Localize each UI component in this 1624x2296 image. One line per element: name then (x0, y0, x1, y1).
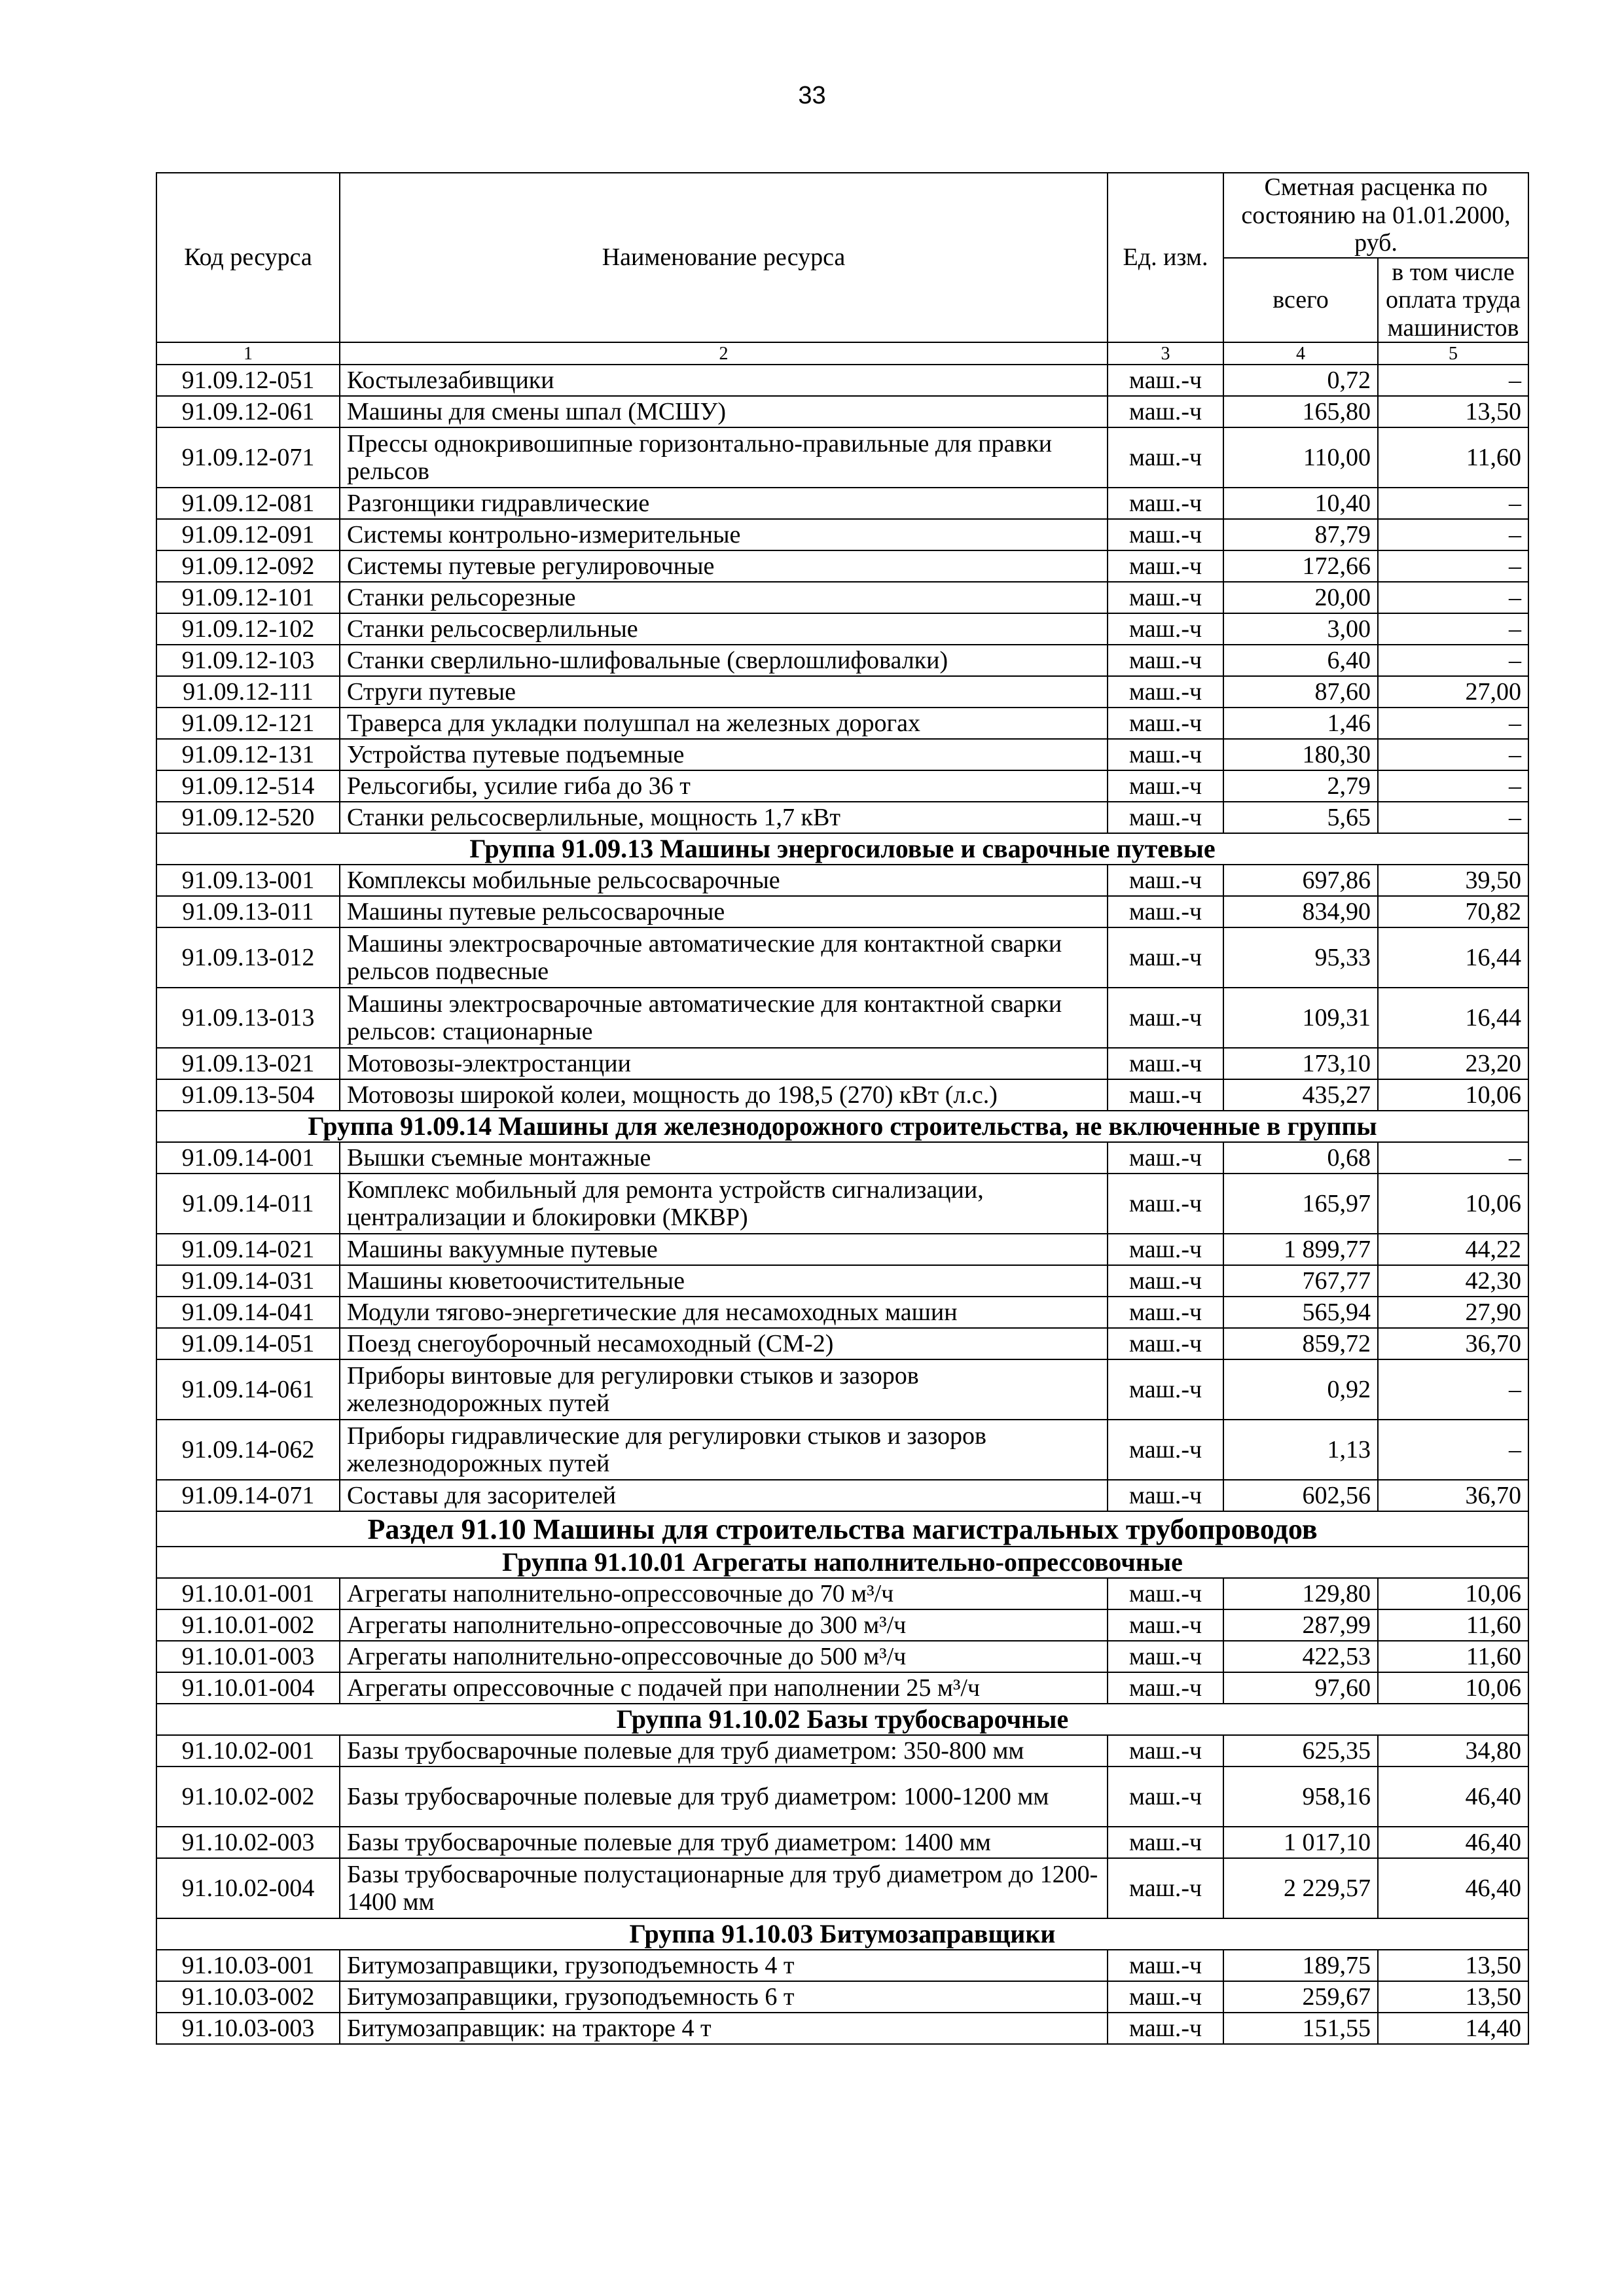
unit-cell: маш.-ч (1108, 865, 1223, 896)
resource-code: 91.09.14-061 (156, 1359, 340, 1420)
total-rate: 172,66 (1223, 550, 1378, 582)
total-rate: 165,80 (1223, 396, 1378, 427)
section-heading-row (156, 1511, 1528, 1547)
resource-name: Машины вакуумные путевые (340, 1234, 1108, 1265)
header-code: Код ресурса (156, 173, 340, 342)
labor-rate: 14,40 (1378, 2013, 1528, 2044)
unit-cell: маш.-ч (1108, 1297, 1223, 1328)
resource-code: 91.09.12-061 (156, 396, 340, 427)
table-row (156, 550, 1528, 582)
total-rate: 165,97 (1223, 1174, 1378, 1234)
table-row (156, 1981, 1528, 2013)
resource-name: Битумозаправщик: на тракторе 4 т (340, 2013, 1108, 2044)
total-rate: 95,33 (1223, 927, 1378, 988)
total-rate: 109,31 (1223, 988, 1378, 1048)
resource-code: 91.10.03-001 (156, 1950, 340, 1981)
resource-name: Базы трубосварочные полевые для труб диаметром: 1000-1200 мм (340, 1767, 1108, 1827)
unit-cell: маш.-ч (1108, 1735, 1223, 1767)
resource-name: Приборы гидравлические для регулировки стыков и зазоров железнодорожных путей (340, 1420, 1108, 1480)
total-rate: 834,90 (1223, 896, 1378, 927)
resource-name: Базы трубосварочные полустационарные для труб диаметром до 1200-1400 мм (340, 1858, 1108, 1918)
labor-rate: 10,06 (1378, 1174, 1528, 1234)
resource-code: 91.09.12-520 (156, 802, 340, 833)
group-heading-row (156, 1918, 1528, 1950)
unit-cell: маш.-ч (1108, 1950, 1223, 1981)
column-number: 1 (156, 342, 340, 365)
total-rate: 173,10 (1223, 1048, 1378, 1079)
section-title: Раздел 91.10 Машины для строительства магистральных трубопроводов (156, 1511, 1528, 1547)
total-rate: 110,00 (1223, 427, 1378, 488)
labor-rate: 13,50 (1378, 396, 1528, 427)
total-rate: 1,46 (1223, 708, 1378, 739)
unit-cell: маш.-ч (1108, 927, 1223, 988)
resource-code: 91.09.14-001 (156, 1142, 340, 1174)
unit-cell: маш.-ч (1108, 896, 1223, 927)
header-labor: в том числе оплата труда машинистов (1378, 258, 1528, 343)
labor-rate: – (1378, 645, 1528, 676)
unit-cell: маш.-ч (1108, 396, 1223, 427)
labor-rate: 10,06 (1378, 1578, 1528, 1609)
resource-name: Комплекс мобильный для ремонта устройств сигнализации, централизации и блокировки (МКВР) (340, 1174, 1108, 1234)
total-rate: 287,99 (1223, 1609, 1378, 1641)
total-rate: 259,67 (1223, 1981, 1378, 2013)
labor-rate: – (1378, 365, 1528, 396)
header-total: всего (1223, 258, 1378, 343)
table-row (156, 1827, 1528, 1858)
labor-rate: 46,40 (1378, 1767, 1528, 1827)
table-row (156, 1265, 1528, 1297)
resource-name: Машины путевые рельсосварочные (340, 896, 1108, 927)
header-rate: Сметная расценка по состоянию на 01.01.2000, руб. (1223, 173, 1528, 258)
resource-code: 91.09.12-092 (156, 550, 340, 582)
resource-code: 91.10.02-001 (156, 1735, 340, 1767)
column-number: 2 (340, 342, 1108, 365)
table-row (156, 1480, 1528, 1511)
unit-cell: маш.-ч (1108, 1234, 1223, 1265)
header-unit: Ед. изм. (1108, 173, 1223, 342)
table-row (156, 1641, 1528, 1672)
labor-rate: – (1378, 1359, 1528, 1420)
resource-code: 91.09.13-011 (156, 896, 340, 927)
unit-cell: маш.-ч (1108, 1672, 1223, 1704)
table-row (156, 1359, 1528, 1420)
total-rate: 859,72 (1223, 1328, 1378, 1359)
labor-rate: – (1378, 550, 1528, 582)
resource-code: 91.10.01-001 (156, 1578, 340, 1609)
labor-rate: – (1378, 488, 1528, 519)
table-row (156, 613, 1528, 645)
unit-cell: маш.-ч (1108, 770, 1223, 802)
resource-code: 91.10.02-003 (156, 1827, 340, 1858)
table-row (156, 1609, 1528, 1641)
labor-rate: – (1378, 1142, 1528, 1174)
labor-rate: – (1378, 519, 1528, 550)
unit-cell: маш.-ч (1108, 613, 1223, 645)
resource-name: Машины электросварочные автоматические для контактной сварки рельсов подвесные (340, 927, 1108, 988)
unit-cell: маш.-ч (1108, 1827, 1223, 1858)
table-row (156, 988, 1528, 1048)
table-row (156, 770, 1528, 802)
labor-rate: 27,90 (1378, 1297, 1528, 1328)
resource-name: Агрегаты наполнительно-опрессовочные до 300 м³/ч (340, 1609, 1108, 1641)
resource-code: 91.10.02-004 (156, 1858, 340, 1918)
labor-rate: 46,40 (1378, 1858, 1528, 1918)
table-row (156, 1578, 1528, 1609)
labor-rate: 16,44 (1378, 927, 1528, 988)
labor-rate: 36,70 (1378, 1480, 1528, 1511)
resource-name: Битумозаправщики, грузоподъемность 4 т (340, 1950, 1108, 1981)
labor-rate: 11,60 (1378, 1641, 1528, 1672)
labor-rate: 13,50 (1378, 1981, 1528, 2013)
labor-rate: 34,80 (1378, 1735, 1528, 1767)
table-row (156, 1672, 1528, 1704)
labor-rate: – (1378, 770, 1528, 802)
resource-name: Базы трубосварочные полевые для труб диаметром: 350-800 мм (340, 1735, 1108, 1767)
unit-cell: маш.-ч (1108, 550, 1223, 582)
labor-rate: 13,50 (1378, 1950, 1528, 1981)
labor-rate: 11,60 (1378, 427, 1528, 488)
resource-code: 91.09.12-111 (156, 676, 340, 708)
resource-code: 91.09.13-013 (156, 988, 340, 1048)
group-heading-row (156, 1111, 1528, 1142)
total-rate: 97,60 (1223, 1672, 1378, 1704)
resource-name: Машины для смены шпал (МСШУ) (340, 396, 1108, 427)
table-body (156, 365, 1528, 2044)
resource-name: Системы путевые регулировочные (340, 550, 1108, 582)
resource-name: Базы трубосварочные полевые для труб диаметром: 1400 мм (340, 1827, 1108, 1858)
table-row (156, 1858, 1528, 1918)
total-rate: 422,53 (1223, 1641, 1378, 1672)
resource-code: 91.09.14-062 (156, 1420, 340, 1480)
column-number: 5 (1378, 342, 1528, 365)
unit-cell: маш.-ч (1108, 582, 1223, 613)
unit-cell: маш.-ч (1108, 1265, 1223, 1297)
resource-name: Рельсогибы, усилие гиба до 36 т (340, 770, 1108, 802)
total-rate: 180,30 (1223, 739, 1378, 770)
column-number-row (156, 342, 1528, 365)
group-title: Группа 91.10.01 Агрегаты наполнительно-опрессовочные (156, 1547, 1528, 1578)
resource-code: 91.10.01-003 (156, 1641, 340, 1672)
resource-name: Струги путевые (340, 676, 1108, 708)
total-rate: 565,94 (1223, 1297, 1378, 1328)
unit-cell: маш.-ч (1108, 708, 1223, 739)
labor-rate: – (1378, 739, 1528, 770)
table-row (156, 427, 1528, 488)
resource-code: 91.09.12-051 (156, 365, 340, 396)
table-row (156, 1079, 1528, 1111)
unit-cell: маш.-ч (1108, 488, 1223, 519)
page-number: 33 (798, 82, 826, 109)
group-heading-row (156, 1547, 1528, 1578)
unit-cell: маш.-ч (1108, 1981, 1223, 2013)
total-rate: 151,55 (1223, 2013, 1378, 2044)
table-header (156, 173, 1528, 365)
resource-code: 91.09.14-041 (156, 1297, 340, 1328)
total-rate: 20,00 (1223, 582, 1378, 613)
table-row (156, 1297, 1528, 1328)
unit-cell: маш.-ч (1108, 365, 1223, 396)
labor-rate: 46,40 (1378, 1827, 1528, 1858)
labor-rate: 11,60 (1378, 1609, 1528, 1641)
table-row (156, 1767, 1528, 1827)
labor-rate: 42,30 (1378, 1265, 1528, 1297)
total-rate: 0,68 (1223, 1142, 1378, 1174)
resource-code: 91.09.12-131 (156, 739, 340, 770)
group-title: Группа 91.10.03 Битумозаправщики (156, 1918, 1528, 1950)
resource-code: 91.10.03-002 (156, 1981, 340, 2013)
table-row (156, 1735, 1528, 1767)
resource-name: Устройства путевые подъемные (340, 739, 1108, 770)
resource-name: Машины электросварочные автоматические для контактной сварки рельсов: стационарные (340, 988, 1108, 1048)
total-rate: 6,40 (1223, 645, 1378, 676)
resource-name: Станки сверлильно-шлифовальные (сверлошлифовалки) (340, 645, 1108, 676)
total-rate: 1 017,10 (1223, 1827, 1378, 1858)
total-rate: 0,92 (1223, 1359, 1378, 1420)
unit-cell: маш.-ч (1108, 645, 1223, 676)
group-title: Группа 91.09.14 Машины для железнодорожного строительства, не включенные в группы (156, 1111, 1528, 1142)
resource-code: 91.10.01-002 (156, 1609, 340, 1641)
resource-name: Прессы однокривошипные горизонтально-правильные для правки рельсов (340, 427, 1108, 488)
resource-name: Комплексы мобильные рельсосварочные (340, 865, 1108, 896)
resource-name: Приборы винтовые для регулировки стыков и зазоров железнодорожных путей (340, 1359, 1108, 1420)
resource-name: Машины кюветоочистительные (340, 1265, 1108, 1297)
labor-rate: – (1378, 708, 1528, 739)
resource-name: Вышки съемные монтажные (340, 1142, 1108, 1174)
unit-cell: маш.-ч (1108, 519, 1223, 550)
resource-code: 91.09.12-101 (156, 582, 340, 613)
labor-rate: 10,06 (1378, 1079, 1528, 1111)
resource-name: Модули тягово-энергетические для несамоходных машин (340, 1297, 1108, 1328)
column-number: 3 (1108, 342, 1223, 365)
table-row (156, 645, 1528, 676)
unit-cell: маш.-ч (1108, 1359, 1223, 1420)
labor-rate: 16,44 (1378, 988, 1528, 1048)
labor-rate: 39,50 (1378, 865, 1528, 896)
resource-code: 91.09.12-081 (156, 488, 340, 519)
table-row (156, 1950, 1528, 1981)
table-row (156, 1174, 1528, 1234)
labor-rate: – (1378, 1420, 1528, 1480)
total-rate: 10,40 (1223, 488, 1378, 519)
total-rate: 1,13 (1223, 1420, 1378, 1480)
table-row (156, 1142, 1528, 1174)
resource-name: Мотовозы широкой колеи, мощность до 198,5 (270) кВт (л.с.) (340, 1079, 1108, 1111)
resource-name: Агрегаты наполнительно-опрессовочные до 500 м³/ч (340, 1641, 1108, 1672)
table-row (156, 802, 1528, 833)
resource-code: 91.09.14-051 (156, 1328, 340, 1359)
unit-cell: маш.-ч (1108, 988, 1223, 1048)
resource-code: 91.09.12-121 (156, 708, 340, 739)
resource-name: Костылезабивщики (340, 365, 1108, 396)
table-row (156, 865, 1528, 896)
total-rate: 1 899,77 (1223, 1234, 1378, 1265)
labor-rate: 70,82 (1378, 896, 1528, 927)
resource-code: 91.10.03-003 (156, 2013, 340, 2044)
total-rate: 767,77 (1223, 1265, 1378, 1297)
labor-rate: 44,22 (1378, 1234, 1528, 1265)
table-row (156, 2013, 1528, 2044)
resource-code: 91.10.01-004 (156, 1672, 340, 1704)
resource-name: Станки рельсосверлильные (340, 613, 1108, 645)
resource-code: 91.09.13-021 (156, 1048, 340, 1079)
resource-code: 91.09.13-012 (156, 927, 340, 988)
total-rate: 87,60 (1223, 676, 1378, 708)
group-heading-row (156, 833, 1528, 865)
resource-code: 91.09.12-091 (156, 519, 340, 550)
resource-code: 91.09.13-504 (156, 1079, 340, 1111)
resource-code: 91.09.14-031 (156, 1265, 340, 1297)
group-title: Группа 91.10.02 Базы трубосварочные (156, 1704, 1528, 1735)
table-row (156, 927, 1528, 988)
unit-cell: маш.-ч (1108, 1142, 1223, 1174)
resource-code: 91.09.12-514 (156, 770, 340, 802)
total-rate: 3,00 (1223, 613, 1378, 645)
labor-rate: – (1378, 802, 1528, 833)
table-row (156, 896, 1528, 927)
resource-table (156, 172, 1529, 2045)
total-rate: 129,80 (1223, 1578, 1378, 1609)
resource-name: Мотовозы-электростанции (340, 1048, 1108, 1079)
table-row (156, 582, 1528, 613)
resource-name: Системы контрольно-измерительные (340, 519, 1108, 550)
table-row (156, 1328, 1528, 1359)
unit-cell: маш.-ч (1108, 2013, 1223, 2044)
total-rate: 0,72 (1223, 365, 1378, 396)
total-rate: 2,79 (1223, 770, 1378, 802)
total-rate: 435,27 (1223, 1079, 1378, 1111)
unit-cell: маш.-ч (1108, 1609, 1223, 1641)
resource-name: Битумозаправщики, грузоподъемность 6 т (340, 1981, 1108, 2013)
table-row (156, 676, 1528, 708)
resource-code: 91.09.12-103 (156, 645, 340, 676)
unit-cell: маш.-ч (1108, 676, 1223, 708)
resource-name: Станки рельсосверлильные, мощность 1,7 кВт (340, 802, 1108, 833)
resource-code: 91.09.14-021 (156, 1234, 340, 1265)
table-row (156, 488, 1528, 519)
column-number: 4 (1223, 342, 1378, 365)
group-heading-row (156, 1704, 1528, 1735)
labor-rate: 36,70 (1378, 1328, 1528, 1359)
table-row (156, 1048, 1528, 1079)
resource-name: Агрегаты наполнительно-опрессовочные до 70 м³/ч (340, 1578, 1108, 1609)
resource-name: Станки рельсорезные (340, 582, 1108, 613)
table-row (156, 1420, 1528, 1480)
resource-name: Разгонщики гидравлические (340, 488, 1108, 519)
total-rate: 87,79 (1223, 519, 1378, 550)
total-rate: 2 229,57 (1223, 1858, 1378, 1918)
unit-cell: маш.-ч (1108, 802, 1223, 833)
resource-code: 91.09.14-011 (156, 1174, 340, 1234)
table-row (156, 1234, 1528, 1265)
table-row (156, 365, 1528, 396)
unit-cell: маш.-ч (1108, 1328, 1223, 1359)
unit-cell: маш.-ч (1108, 1767, 1223, 1827)
labor-rate: 10,06 (1378, 1672, 1528, 1704)
labor-rate: 23,20 (1378, 1048, 1528, 1079)
resource-code: 91.09.12-102 (156, 613, 340, 645)
resource-code: 91.09.12-071 (156, 427, 340, 488)
resource-name: Поезд снегоуборочный несамоходный (СМ-2) (340, 1328, 1108, 1359)
header-name: Наименование ресурса (340, 173, 1108, 342)
unit-cell: маш.-ч (1108, 739, 1223, 770)
unit-cell: маш.-ч (1108, 1858, 1223, 1918)
labor-rate: – (1378, 613, 1528, 645)
unit-cell: маш.-ч (1108, 1048, 1223, 1079)
group-title: Группа 91.09.13 Машины энергосиловые и сварочные путевые (156, 833, 1528, 865)
total-rate: 189,75 (1223, 1950, 1378, 1981)
unit-cell: маш.-ч (1108, 1480, 1223, 1511)
unit-cell: маш.-ч (1108, 1174, 1223, 1234)
unit-cell: маш.-ч (1108, 1420, 1223, 1480)
unit-cell: маш.-ч (1108, 1578, 1223, 1609)
unit-cell: маш.-ч (1108, 427, 1223, 488)
unit-cell: маш.-ч (1108, 1641, 1223, 1672)
table-row (156, 708, 1528, 739)
total-rate: 5,65 (1223, 802, 1378, 833)
resource-name: Траверса для укладки полушпал на железных дорогах (340, 708, 1108, 739)
total-rate: 625,35 (1223, 1735, 1378, 1767)
total-rate: 958,16 (1223, 1767, 1378, 1827)
labor-rate: – (1378, 582, 1528, 613)
table-row (156, 396, 1528, 427)
resource-name: Составы для засорителей (340, 1480, 1108, 1511)
total-rate: 697,86 (1223, 865, 1378, 896)
table-row (156, 519, 1528, 550)
resource-code: 91.09.14-071 (156, 1480, 340, 1511)
labor-rate: 27,00 (1378, 676, 1528, 708)
resource-code: 91.10.02-002 (156, 1767, 340, 1827)
table-row (156, 739, 1528, 770)
resource-name: Агрегаты опрессовочные с подачей при наполнении 25 м³/ч (340, 1672, 1108, 1704)
resource-code: 91.09.13-001 (156, 865, 340, 896)
unit-cell: маш.-ч (1108, 1079, 1223, 1111)
total-rate: 602,56 (1223, 1480, 1378, 1511)
